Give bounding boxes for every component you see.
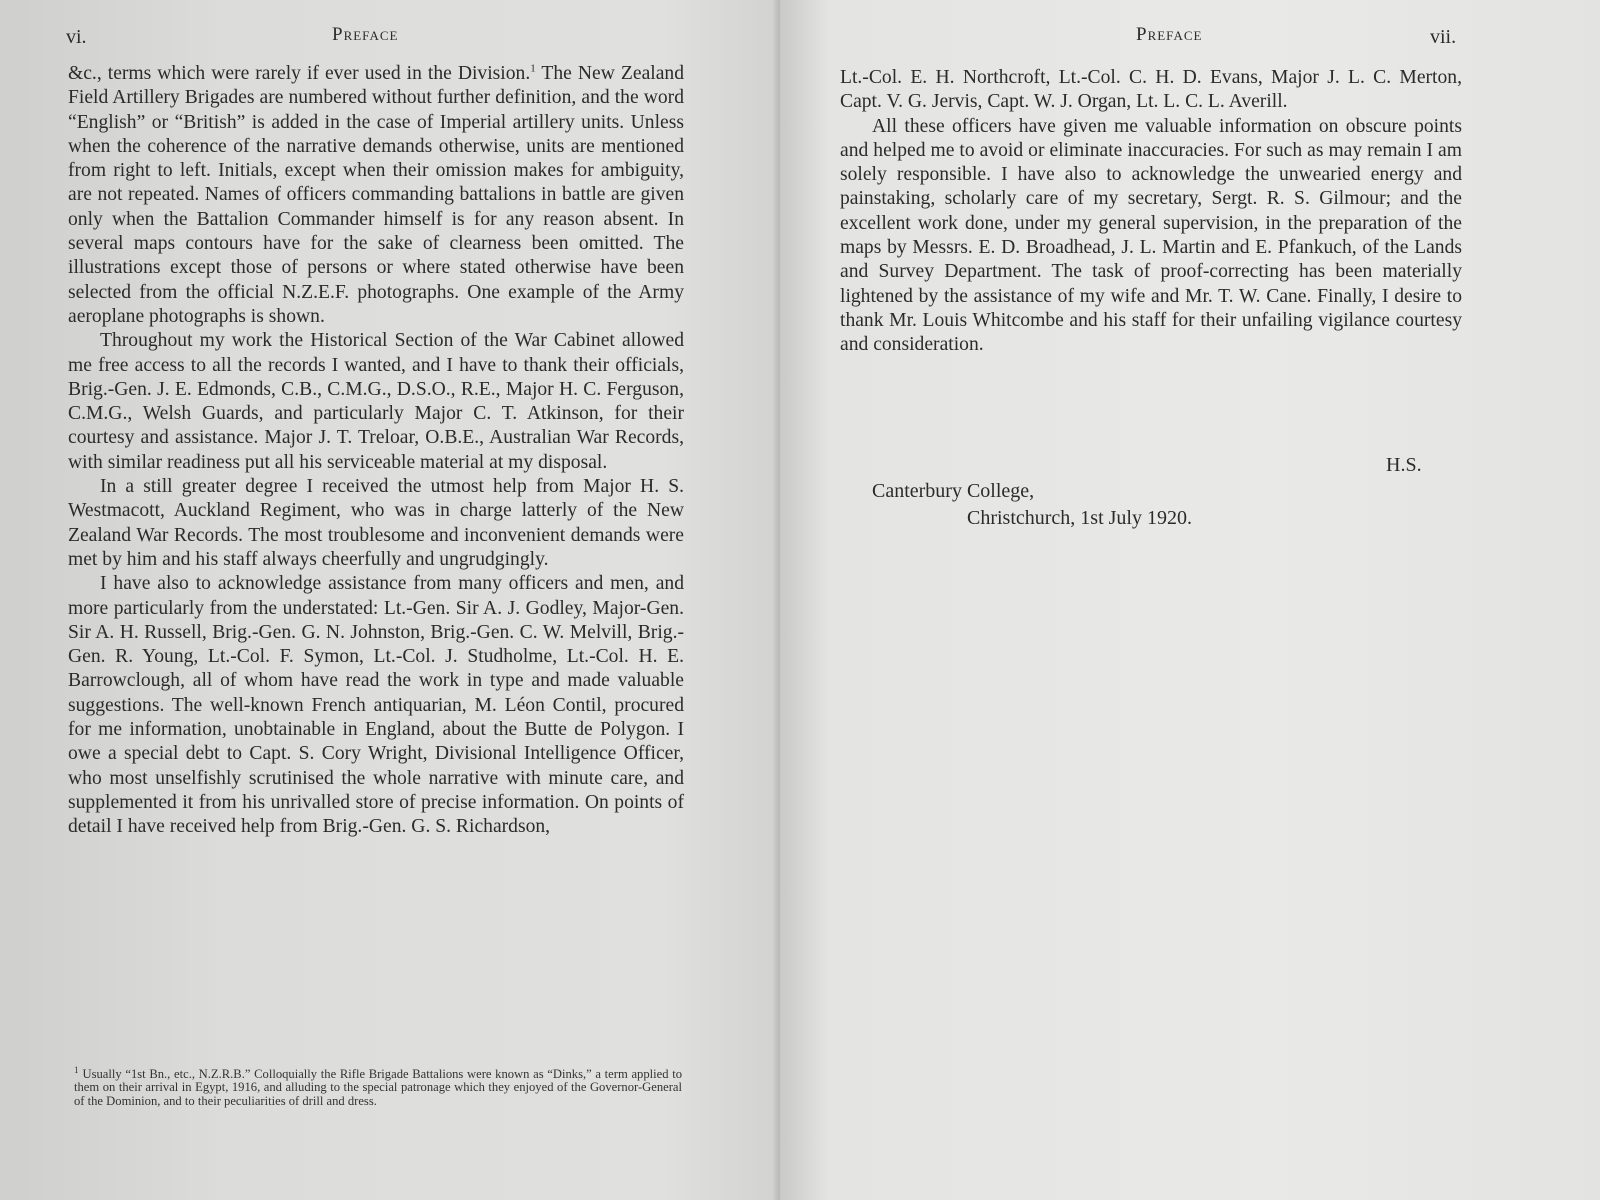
right-running-head: Preface — [1136, 24, 1203, 45]
left-paragraph-1: &c., terms which were rarely if ever used in the Division.$^1$ The New Zealand Field Artillery Brigades are numbered without further definition, and the word “English” or “British” is added in the case of Imperial artillery units. Unless when the coherence of the narrative demands otherwise, units are mentioned from right to left. Initials, except when their omission makes for ambiguity, are not repeated. Names of officers commanding battalions in battle are given only when the Battalion Commander himself is for any reason absent. In several maps contours have for the sake of clearness been omitted. The illustrations except those of persons or where stated otherwise have been selected from the official N.Z.E.F. photographs. One example of the Army aeroplane photographs is shown. — [68, 62, 685, 327]
right-paragraph-1: Lt.-Col. E. H. Northcroft, Lt.-Col. C. H. D. Evans, Major J. L. C. Merton, Capt. V. G. Jervis, Capt. W. J. Organ, Lt. L. C. L. Averill. — [840, 67, 1462, 113]
left-text-block — [68, 62, 684, 840]
left-folio: vi. — [66, 26, 87, 48]
right-paragraph-2: All these officers have given me valuable information on obscure points and helped me to avoid or eliminate inaccuracies. For such as may remain I am solely responsible. I have also to acknowledge the unwearied energy and painstaking, scholarly care of my secretary, Sergt. R. S. Gilmour; and the excellent work done, under my general supervision, in the preparation of the maps by Messrs. E. D. Broadhead, J. L. Martin and E. Pfankuch, of the Lands and Survey Department. The task of proof-correcting has been materially lightened by the assistance of my wife and Mr. T. W. Cane. Finally, I desire to thank Mr. Louis Whitcombe and his staff for their unfailing vigilance courtesy and consideration. — [840, 115, 1462, 356]
right-page — [780, 0, 1600, 1200]
left-running-head: Preface — [332, 24, 399, 45]
signature-initials: H.S. — [1386, 454, 1422, 476]
place-line-1: Canterbury College, — [872, 480, 1035, 502]
left-paragraph-3: In a still greater degree I received the utmost help from Major H. S. Westmacott, Auckland Regiment, who was in charge latterly of the New Zealand War Records. The most troublesome and inconvenient demands were met by him and his staff always cheerfully and ungrudgingly. — [68, 476, 684, 570]
footnote — [74, 1064, 682, 1108]
left-paragraph-2: Throughout my work the Historical Section of the War Cabinet allowed me free access to all the records I wanted, and I have to thank their officials, Brig.-Gen. J. E. Edmonds, C.B., C.M.G., D.S.O., R.E., Major H. C. Ferguson, C.M.G., Welsh Guards, and particularly Major C. T. Atkinson, for their courtesy and assistance. Major J. T. Treloar, O.B.E., Australian War Records, with similar readiness put all his serviceable material at my disposal. — [68, 330, 684, 473]
footnote-text: Usually “1st Bn., etc., N.Z.R.B.” Colloquially the Rifle Brigade Battalions were known as “Dinks,” a term applied to them on their arrival in Egypt, 1916, and alluding to the special patronage which they enjoyed of the Governor-General of the Dominion, and to their peculiarities of drill and dress. — [74, 1067, 682, 1108]
footnote-reference: 1 — [530, 62, 536, 75]
place-date-line: Christchurch, 1st July 1920. — [967, 507, 1192, 529]
right-folio: vii. — [1430, 26, 1457, 48]
right-text-block — [840, 66, 1462, 358]
footnote-mark: 1 — [74, 1065, 79, 1075]
left-page — [0, 0, 780, 1200]
left-paragraph-4: I have also to acknowledge assistance from many officers and men, and more particularly from the understated: Lt.-Gen. Sir A. J. Godley, Major-Gen. Sir A. H. Russell, Brig.-Gen. G. N. Johnston, Brig.-Gen. C. W. Melvill, Brig.-Gen. R. Young, Lt.-Col. F. Symon, Lt.-Col. J. Studholme, Lt.-Col. H. E. Barrowclough, all of whom have read the work in type and made valuable suggestions. The well-known French antiquarian, M. Léon Contil, procured for me information, unobtainable in England, about the Butte de Polygon. I owe a special debt to Capt. S. Cory Wright, Divisional Intelligence Officer, who most unselfishly scrutinised the whole narrative with minute care, and supplemented it from his unrivalled store of precise information. On points of detail I have received help from Brig.-Gen. G. S. Richardson, — [68, 573, 684, 838]
